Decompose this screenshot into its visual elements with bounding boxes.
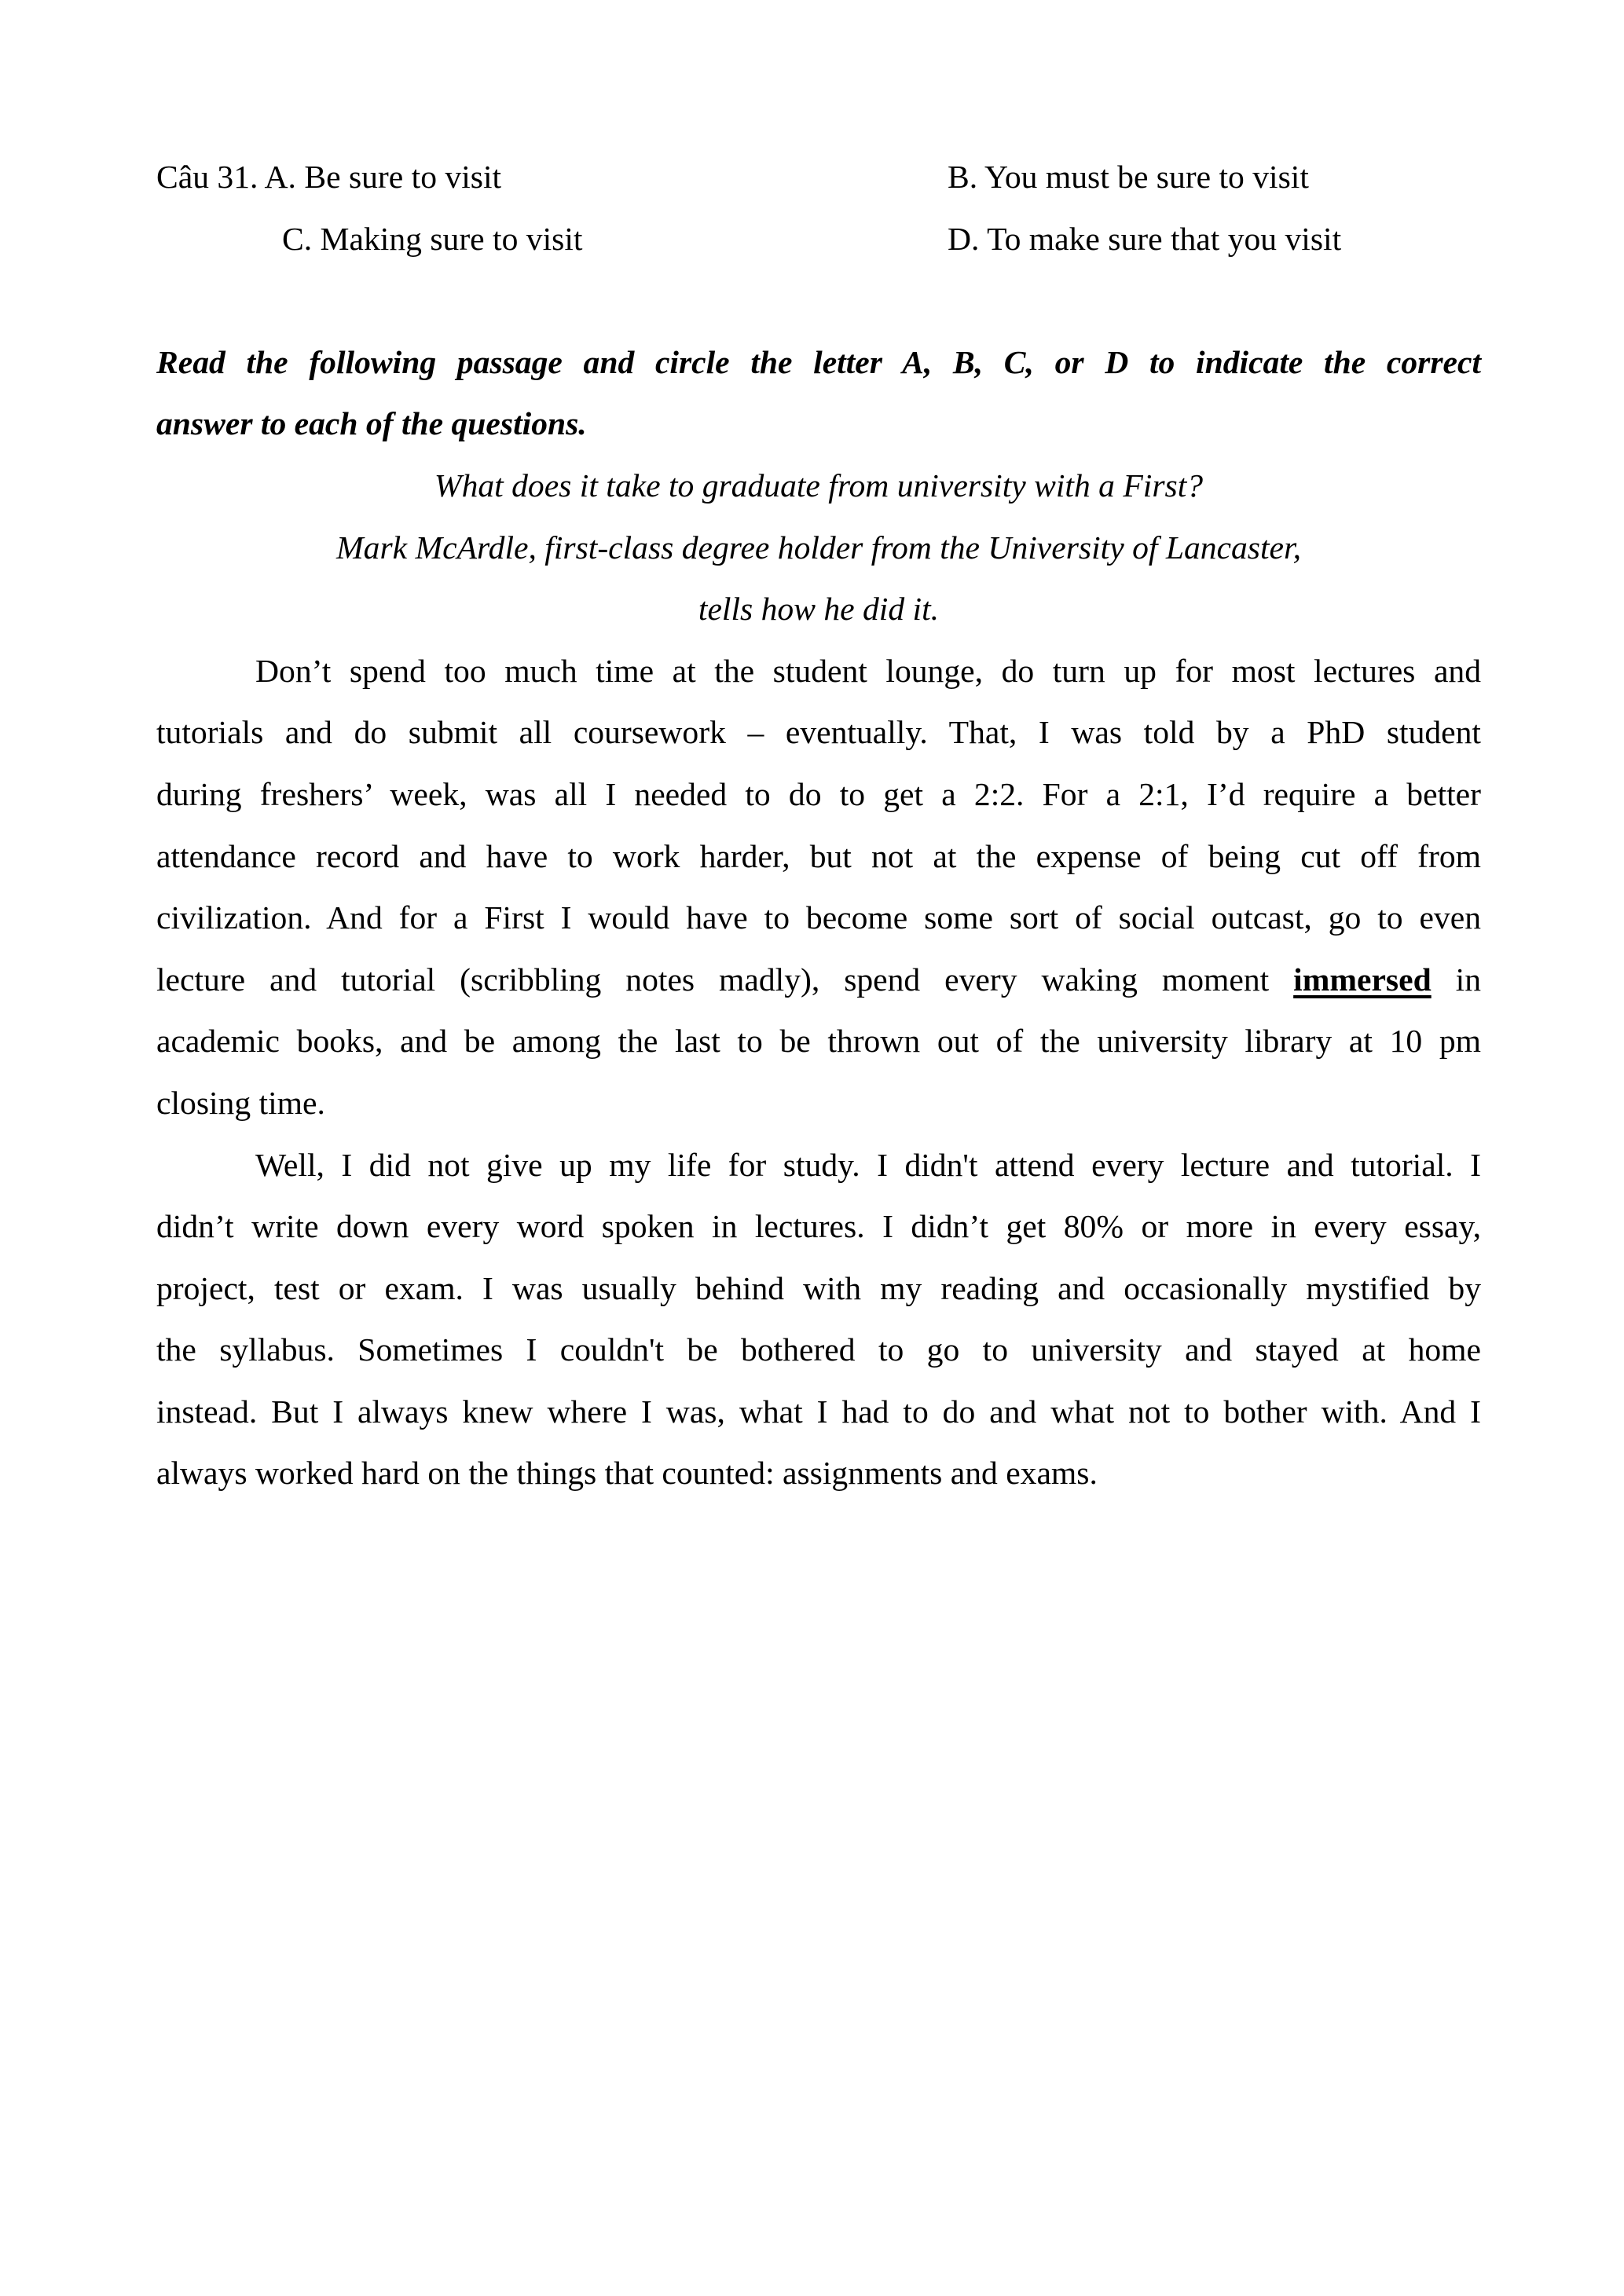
passage-subtitle-1: Mark McArdle, first-class degree holder from the University of Lancaster, (336, 529, 1301, 566)
p2-line: didn’t write down every word spoken in lectures. I didn’t get 80% or more in every essay, (156, 1208, 1481, 1245)
option-d: D. To make sure that you visit (948, 220, 1342, 257)
option-b: B. You must be sure to visit (948, 159, 1309, 195)
document-page (156, 146, 1481, 1504)
p1-line: closing time. (156, 1084, 325, 1121)
option-a: A. Be sure to visit (264, 159, 502, 195)
p1-text: lecture and tutorial (scribbling notes madly), spend every waking moment (156, 961, 1294, 998)
p1-line: academic books, and be among the last to be thrown out of the university library at 10 pm (156, 1023, 1481, 1060)
p1-text: in (1431, 961, 1481, 998)
instruction-line-1: Read the following passage and circle the letter A, B, C, or D to indicate the correct (156, 343, 1481, 380)
p2-line: Well, I did not give up my life for study. I didn't attend every lecture and tutorial. I (255, 1146, 1481, 1183)
p1-line: Don’t spend too much time at the student lounge, do turn up for most lectures and (255, 652, 1481, 689)
question-label: Câu 31. (156, 159, 258, 195)
option-c: C. Making sure to visit (282, 220, 583, 257)
instruction-line-2: answer to each of the questions. (156, 405, 587, 442)
highlighted-word-immersed: immersed (1293, 961, 1432, 998)
p1-line: civilization. And for a First I would have to become some sort of social outcast, go to even (156, 899, 1481, 936)
p2-line: instead. But I always knew where I was, what I had to do and what not to bother with. And I (156, 1393, 1481, 1430)
p2-line: always worked hard on the things that counted: assignments and exams. (156, 1455, 1098, 1492)
p1-line: tutorials and do submit all coursework – eventually. That, I was told by a PhD student (156, 714, 1481, 751)
question-label-and-option-a (156, 146, 501, 208)
spacer (156, 269, 1481, 331)
p1-line: attendance record and have to work harder, but not at the expense of being cut off from (156, 837, 1481, 874)
passage-title: What does it take to graduate from university with a First? (434, 467, 1204, 504)
p1-line: during freshers’ week, was all I needed to do to get a 2:2. For a 2:1, I’d require a better (156, 775, 1481, 812)
question-31-row-2 (156, 208, 1481, 270)
p2-line: the syllabus. Sometimes I couldn't be bothered to go to university and stayed at home (156, 1331, 1481, 1368)
p2-line: project, test or exam. I was usually behind with my reading and occasionally mystified by (156, 1269, 1481, 1306)
question-31-row-1 (156, 146, 1481, 208)
p1-line-with-highlight (156, 949, 1481, 1011)
passage-subtitle-2: tells how he did it. (698, 591, 940, 628)
